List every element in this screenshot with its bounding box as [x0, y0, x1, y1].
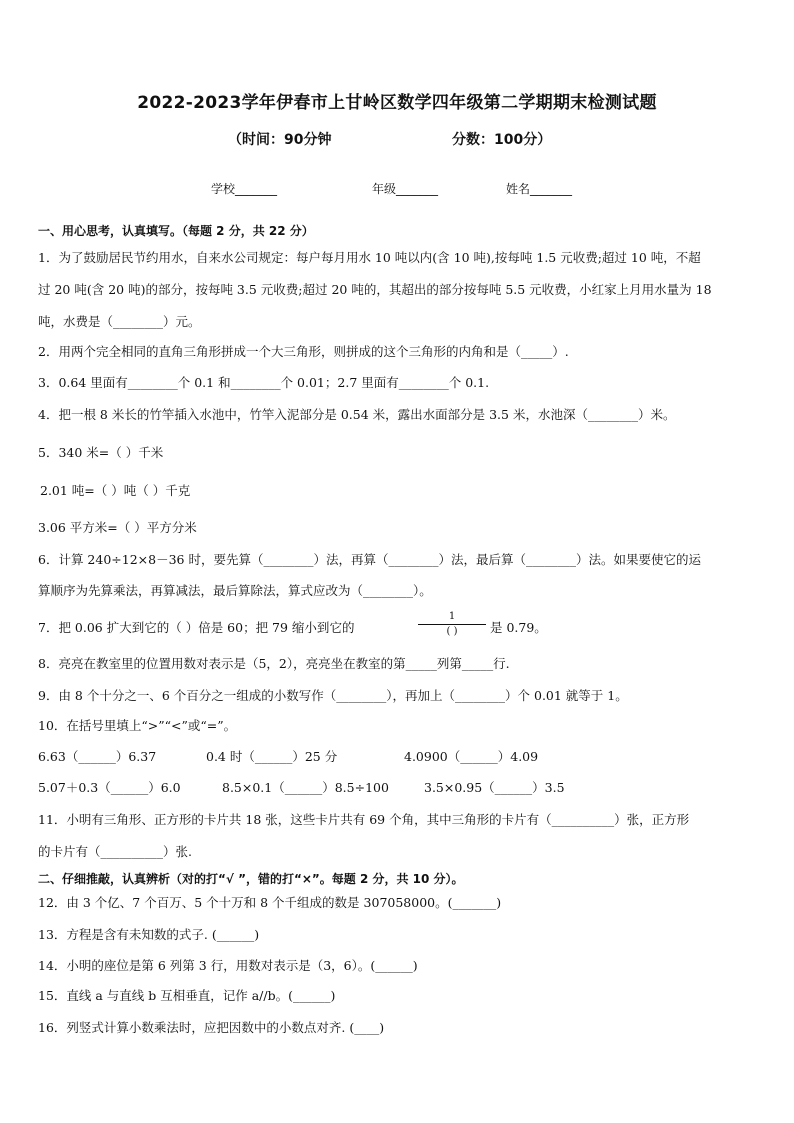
- question-4: 4．把一根 8 米长的竹竿插入水池中，竹竿入泥部分是 0.54 米，露出水面部分是 3.5 米，水池深（________）米。: [38, 407, 676, 422]
- section-1-heading: 一、用心思考，认真填写。（每题 2 分，共 22 分）: [38, 224, 314, 238]
- question-10-item: 5.07＋0.3（______）6.0: [38, 780, 181, 795]
- fraction-denominator: ( ): [446, 626, 458, 637]
- question-1-line-1: 1．为了鼓励居民节约用水，自来水公司规定：每户每月用水 10 吨以内(含 10 吨),按每吨 1.5 元收费;超过 10 吨，不超: [38, 250, 701, 265]
- question-13: 13．方程是含有未知数的式子. (______): [38, 927, 260, 942]
- question-1-line-2: 过 20 吨(含 20 吨)的部分，按每吨 3.5 元收费;超过 20 吨的，其超出的部分按每吨 5.5 元收费，小红家上月用水量为 18: [38, 282, 712, 297]
- question-7-prefix: 7．把 0.06 扩大到它的（ ）倍是 60；把 79 缩小到它的: [38, 620, 355, 635]
- question-14: 14．小明的座位是第 6 列第 3 行，用数对表示是（3，6）。(______): [38, 958, 418, 973]
- question-10-item: 8.5×0.1（______）8.5÷100: [222, 780, 389, 795]
- exam-title: 2022-2023学年伊春市上甘岭区数学四年级第二学期期末检测试题: [137, 93, 657, 113]
- fraction-bar: [418, 624, 486, 625]
- grade-field[interactable]: 年级_______: [372, 182, 439, 196]
- section-2-heading: 二、仔细推敲，认真辨析（对的打“√ ”，错的打“×”。每题 2 分，共 10 分）。: [38, 872, 464, 886]
- question-5-part-b: 2.01 吨=（ ）吨（ ）千克: [40, 483, 191, 498]
- question-5-part-c: 3.06 平方米=（ ）平方分米: [38, 520, 197, 535]
- question-10-item: 4.0900（______）4.09: [404, 749, 539, 764]
- question-10-item: 6.63（______）6.37: [38, 749, 157, 764]
- question-9: 9．由 8 个十分之一、6 个百分之一组成的小数写作（________），再加上（________）个 0.01 就等于 1。: [38, 688, 628, 703]
- question-6-line-1: 6．计算 240÷12×8－36 时，要先算（________）法，再算（________）法，最后算（________）法。如果要使它的运: [38, 552, 701, 567]
- question-12: 12．由 3 个亿、7 个百万、5 个十万和 8 个千组成的数是 307058000。(_______): [38, 895, 502, 910]
- exam-score: 分数：100分）: [452, 132, 552, 148]
- question-1-line-3: 吨，水费是（________）元。: [38, 314, 201, 329]
- question-11-line-2: 的卡片有（__________）张.: [38, 844, 192, 859]
- question-10-item: 3.5×0.95（______）3.5: [424, 780, 565, 795]
- question-15: 15．直线 a 与直线 b 互相垂直，记作 a//b。(______): [38, 988, 336, 1003]
- question-7-suffix: 是 0.79。: [490, 620, 547, 635]
- question-2: 2．用两个完全相同的直角三角形拼成一个大三角形，则拼成的这个三角形的内角和是（_____）.: [38, 344, 569, 359]
- question-7-fraction: [418, 611, 486, 638]
- question-10-item: 0.4 时（______）25 分: [206, 749, 338, 764]
- name-field[interactable]: 姓名_______: [506, 182, 573, 196]
- school-field[interactable]: 学校_______: [211, 182, 278, 196]
- exam-time: （时间：90分钟: [228, 132, 332, 148]
- question-6-line-2: 算顺序为先算乘法，再算减法，最后算除法，算式应改为（________）。: [38, 583, 432, 598]
- fraction-numerator: 1: [448, 611, 456, 622]
- question-10-stem: 10．在括号里填上“>”“<”或“=”。: [38, 718, 237, 733]
- question-11-line-1: 11．小明有三角形、正方形的卡片共 18 张，这些卡片共有 69 个角，其中三角形的卡片有（__________）张，正方形: [38, 812, 690, 827]
- question-8: 8．亮亮在教室里的位置用数对表示是（5，2），亮亮坐在教室的第_____列第_____行.: [38, 656, 510, 671]
- question-3: 3．0.64 里面有________个 0.1 和________个 0.01；2.7 里面有________个 0.1.: [38, 375, 490, 390]
- question-16: 16．列竖式计算小数乘法时，应把因数中的小数点对齐. (____): [38, 1020, 385, 1035]
- question-5-part-a: 5．340 米=（ ）千米: [38, 445, 164, 460]
